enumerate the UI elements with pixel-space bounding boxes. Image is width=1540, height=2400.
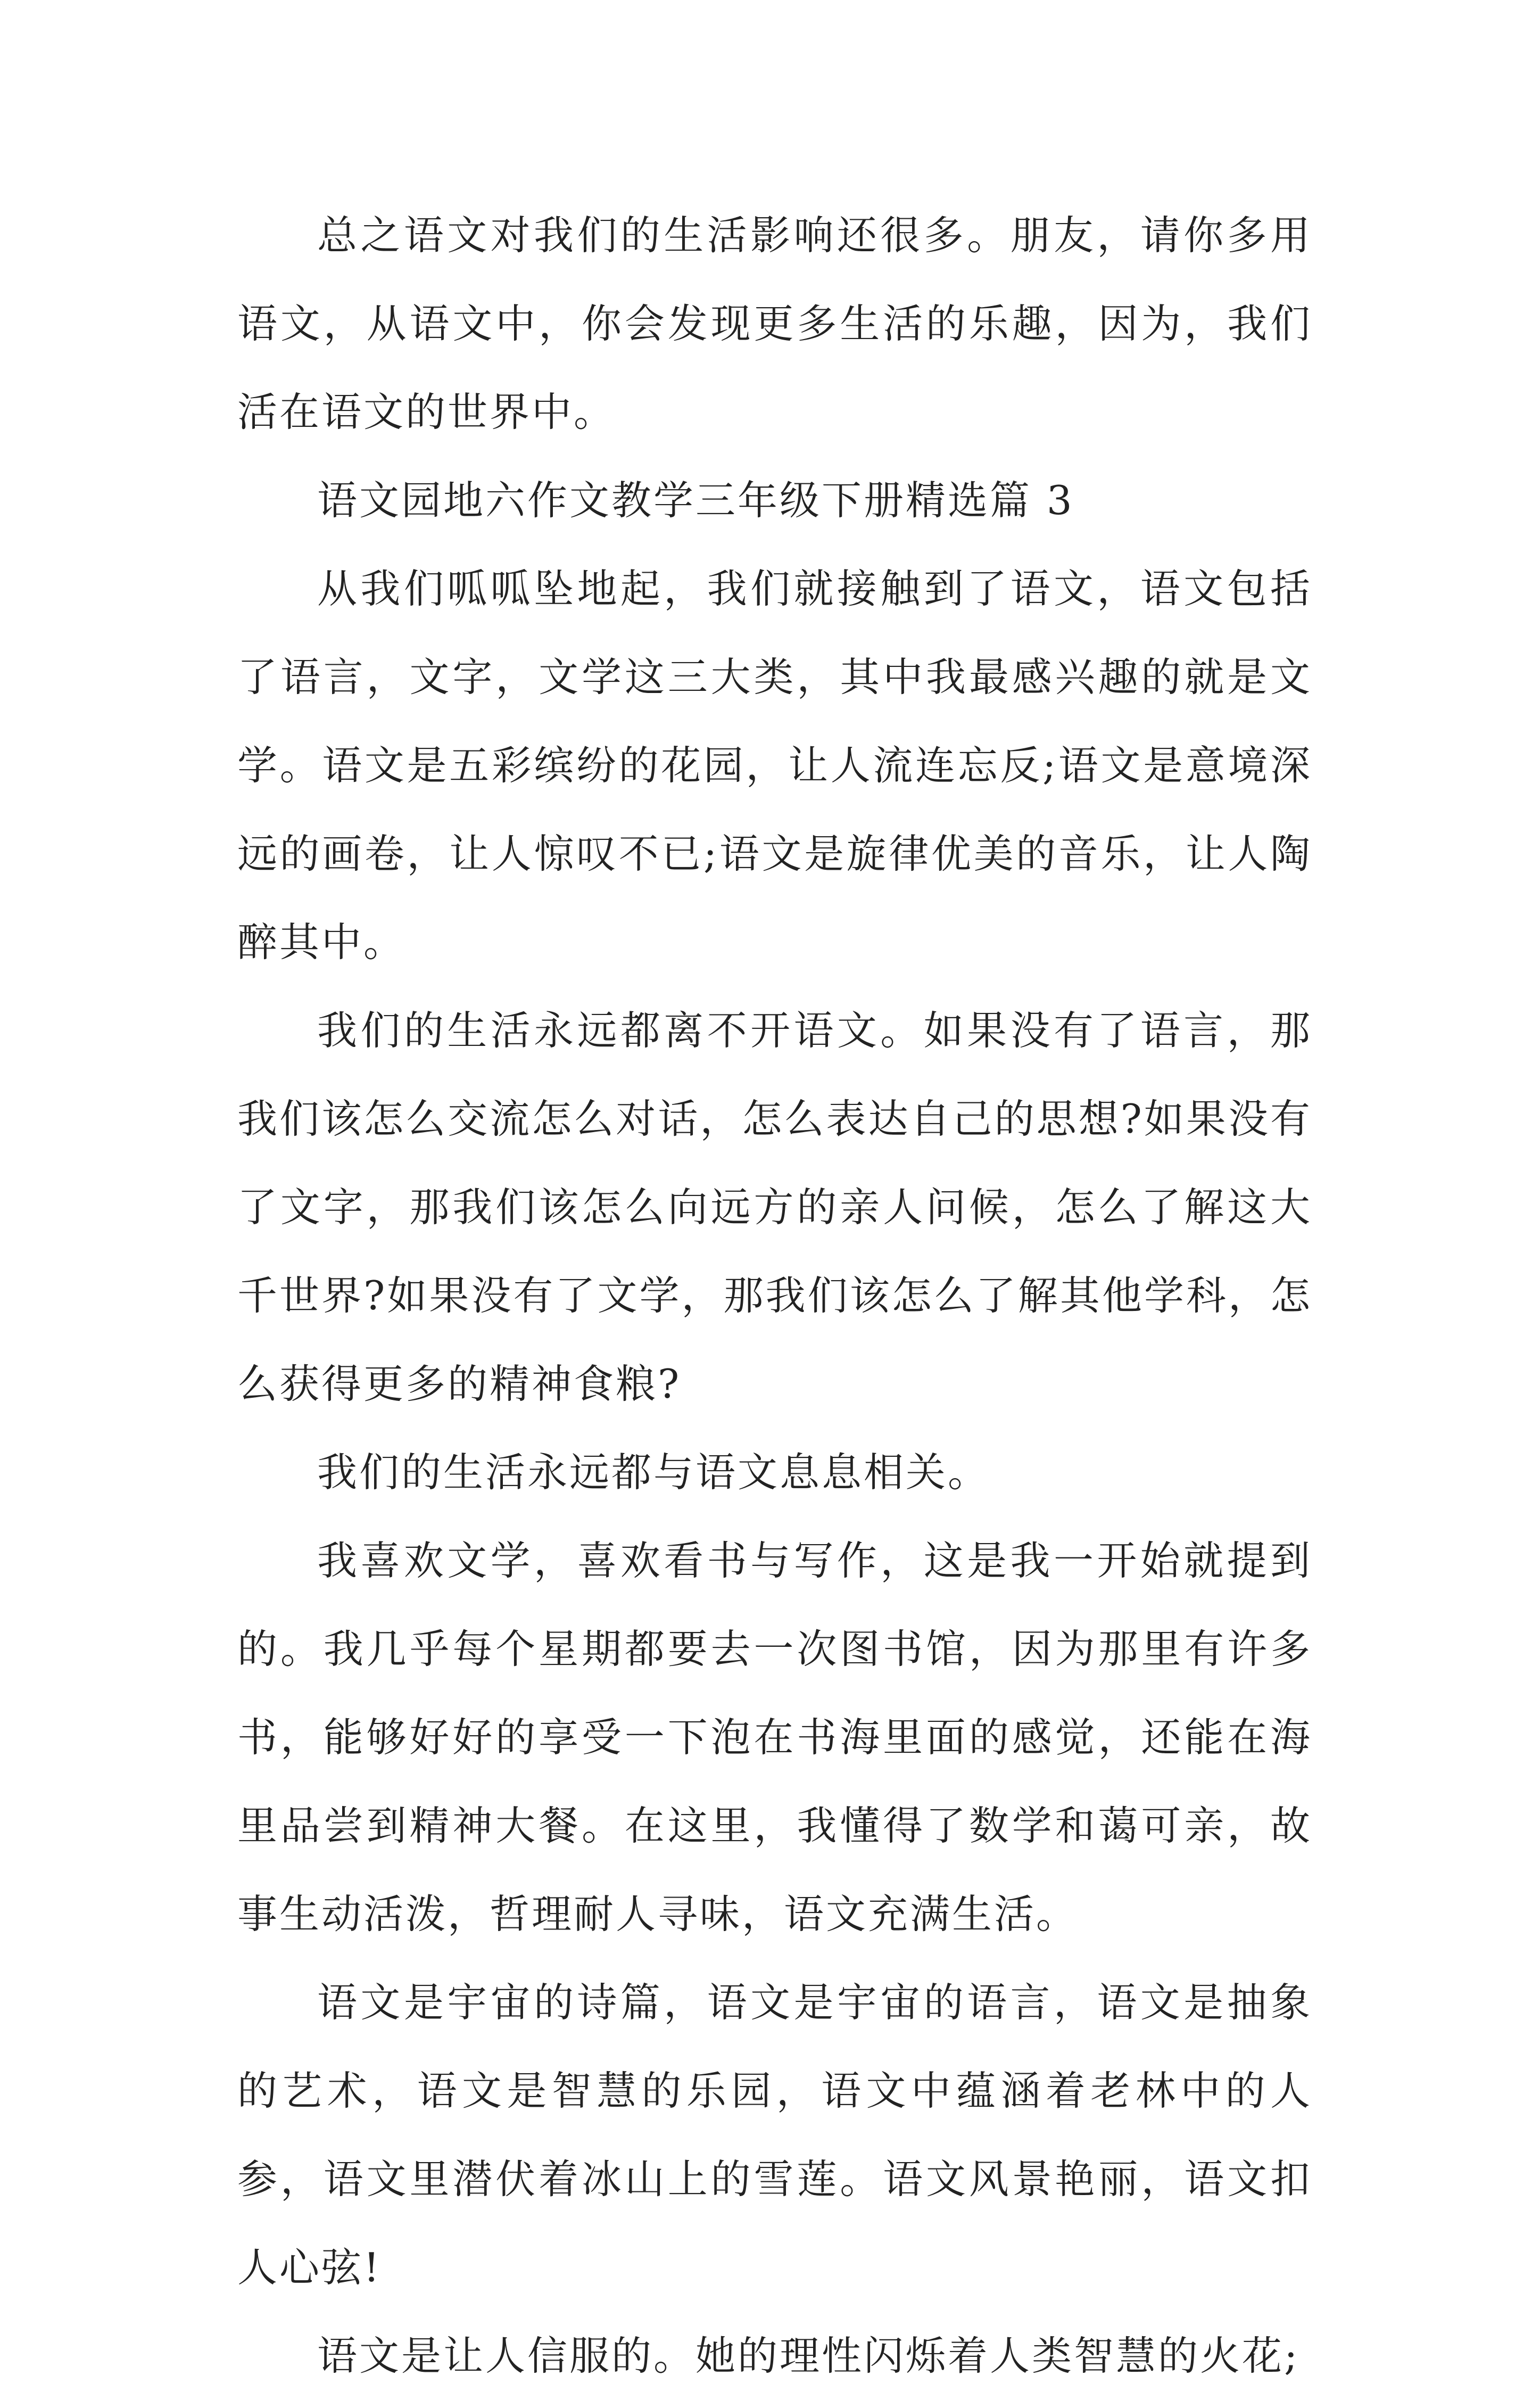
paragraph: 总之语文对我们的生活影响还很多。朋友，请你多用语文，从语文中，你会发现更多生活的乐趣，因为，我们活在语文的世界中。 xyxy=(237,212,1312,435)
paragraph: 我们的生活永远都离不开语文。如果没有了语言，那我们该怎么交流怎么对话，怎么表达自己的思想?如果没有了文字，那我们该怎么向远方的亲人问候，怎么了解这大千世界?如果没有了文学，那我们该怎么了解其他学科，怎么获得更多的精神食粮? xyxy=(237,1007,1312,1407)
paragraph: 语文是宇宙的诗篇，语文是宇宙的语言，语文是抽象的艺术，语文是智慧的乐园，语文中蕴涵着老林中的人参，语文里潜伏着冰山上的雪莲。语文风景艳丽，语文扣人心弦! xyxy=(237,1979,1312,2291)
paragraph: 语文是让人信服的。她的理性闪烁着人类智慧的火花; xyxy=(317,2332,1300,2379)
section-heading: 语文园地六作文教学三年级下册精选篇 3 xyxy=(317,477,1074,524)
paragraph: 我喜欢文学，喜欢看书与写作，这是我一开始就提到的。我几乎每个星期都要去一次图书馆，因为那里有许多书，能够好好的享受一下泡在书海里面的感觉，还能在海里品尝到精神大餐。在这里，我懂得了数学和蔼可亲，故事生动活泼，哲理耐人寻味，语文充满生活。 xyxy=(237,1537,1312,1937)
document-body xyxy=(237,191,1312,2400)
paragraph: 从我们呱呱坠地起，我们就接触到了语文，语文包括了语言，文字，文学这三大类，其中我最感兴趣的就是文学。语文是五彩缤纷的花园，让人流连忘反;语文是意境深远的画卷，让人惊叹不已;语文是旋律优美的音乐，让人陶醉其中。 xyxy=(237,565,1312,966)
paragraph: 我们的生活永远都与语文息息相关。 xyxy=(317,1449,990,1496)
